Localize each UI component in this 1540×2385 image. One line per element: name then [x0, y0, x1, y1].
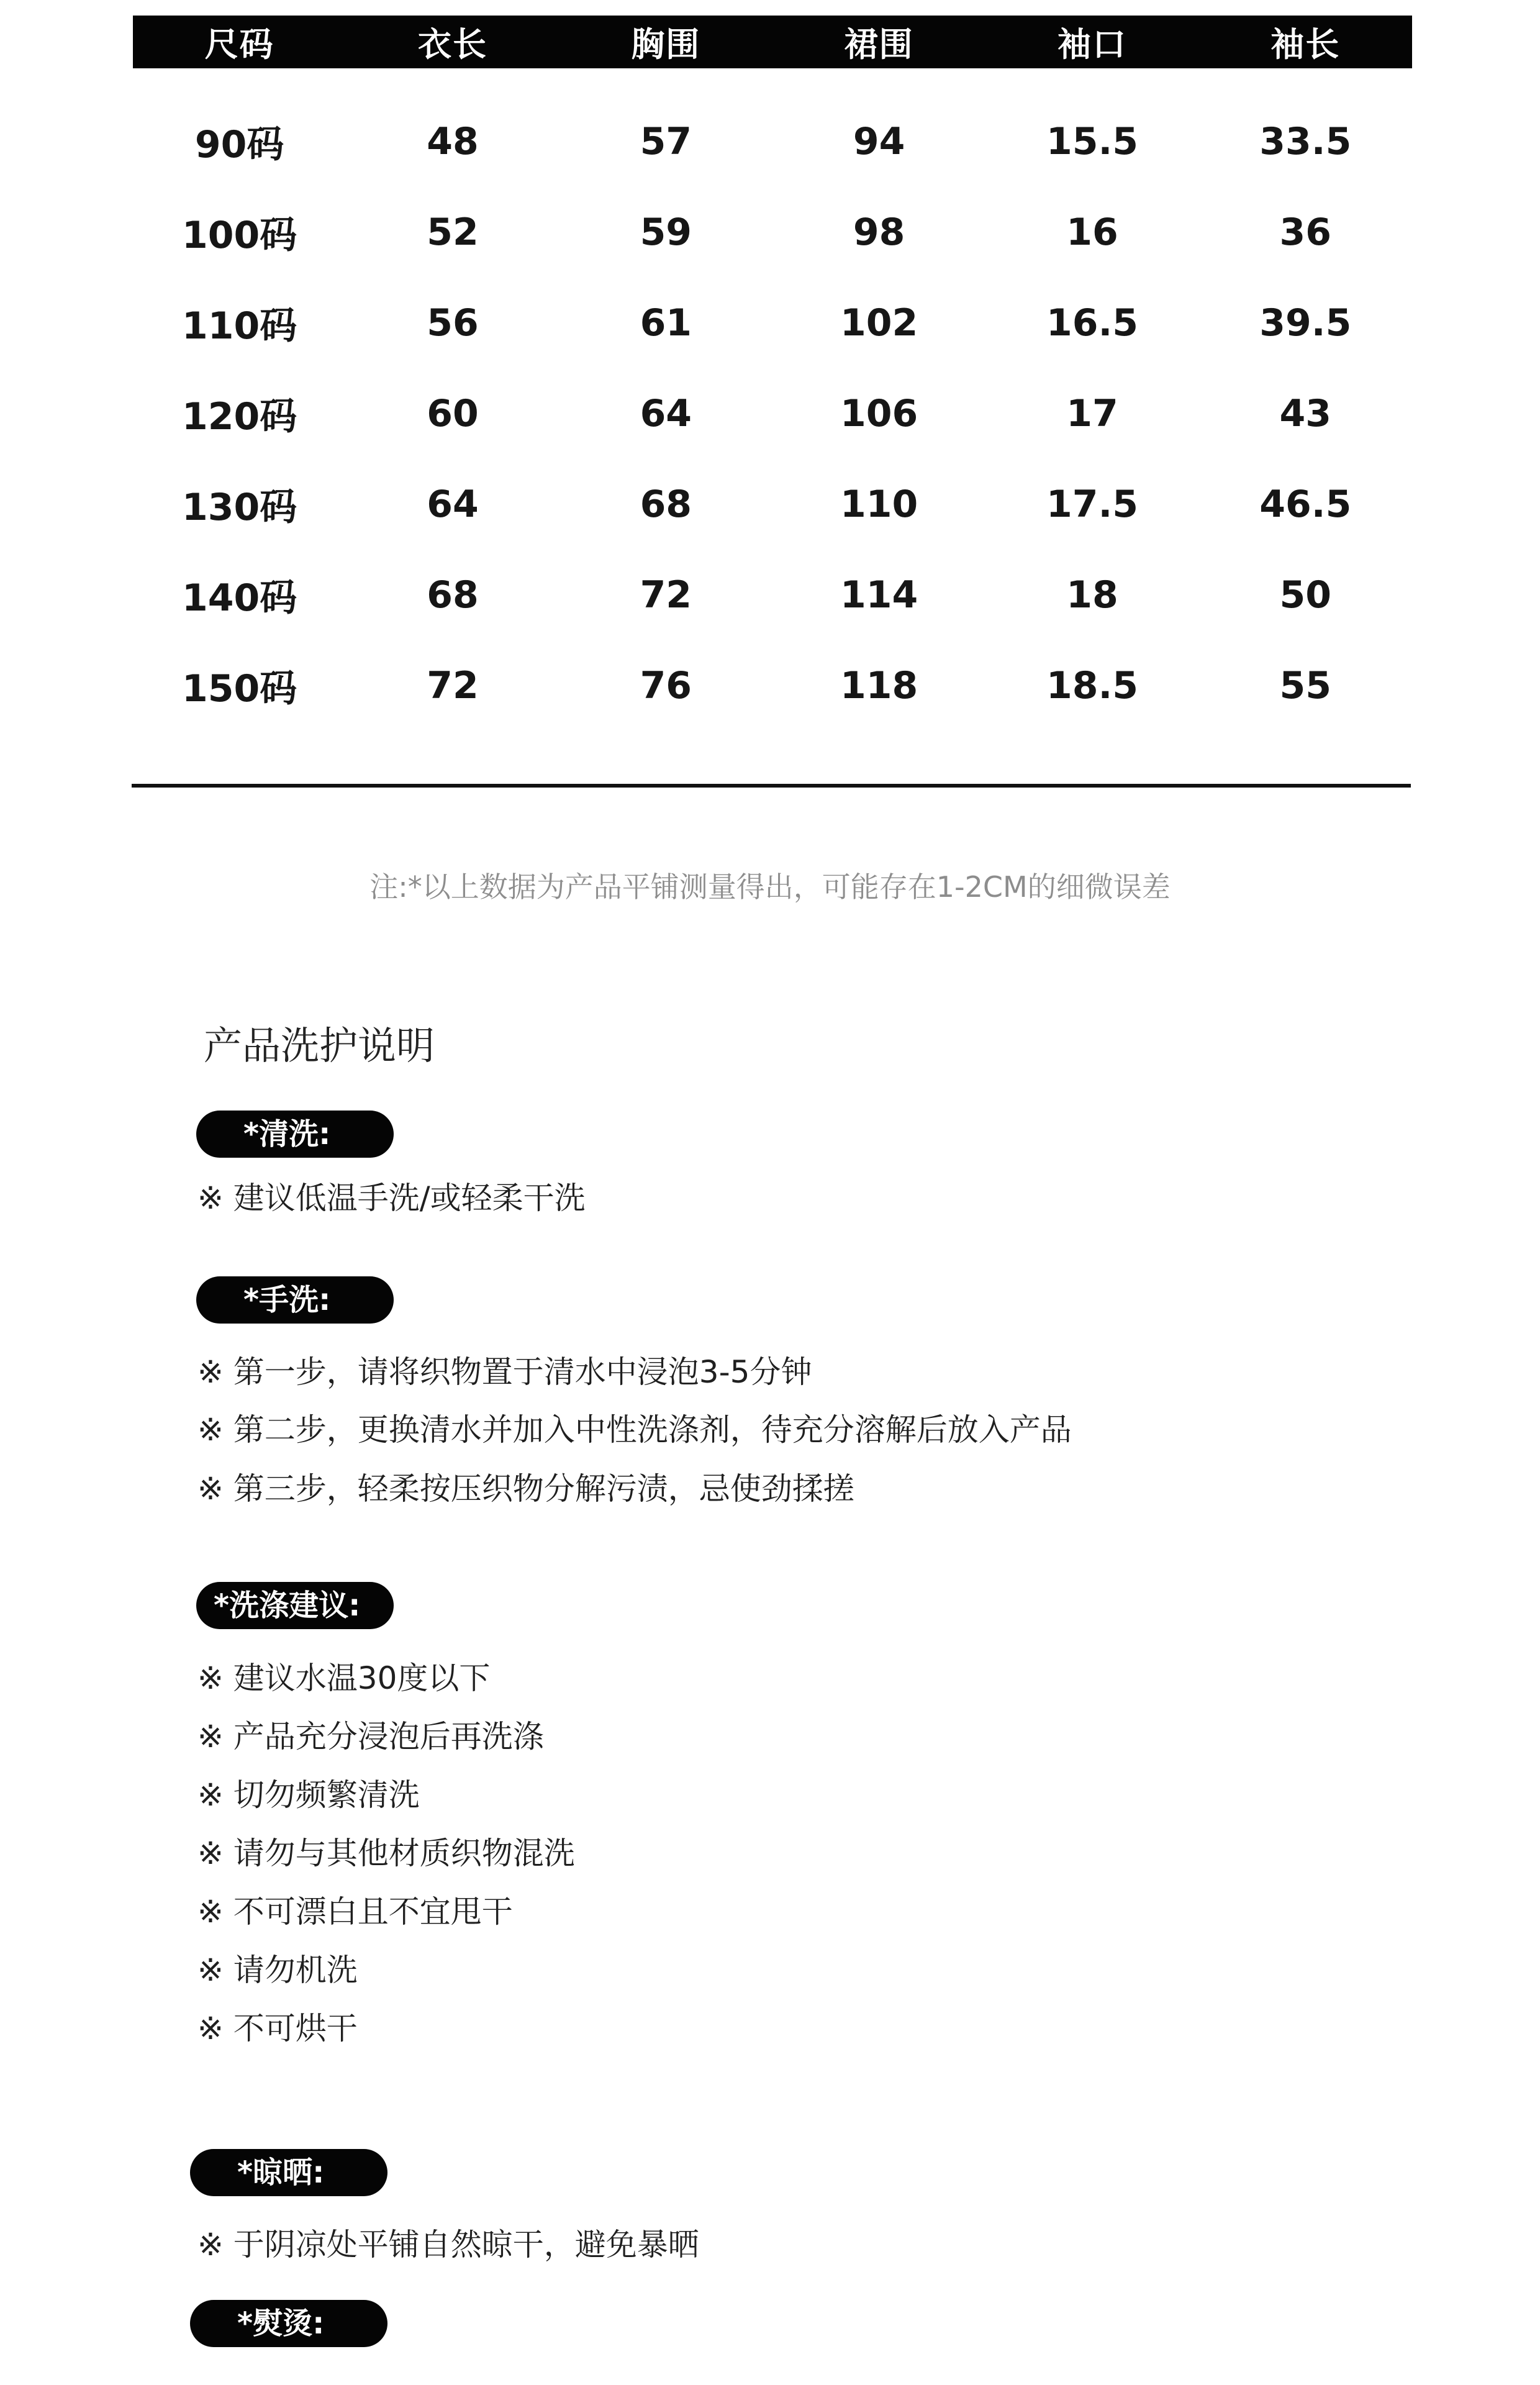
table-body: [133, 68, 1412, 731]
cell-skirt: 94: [853, 120, 905, 163]
cell-skirt: 114: [840, 573, 918, 617]
cell-chest: 64: [640, 392, 692, 435]
care-item: ※ 请勿与其他材质织物混洗: [197, 1835, 575, 1871]
cell-length: 60: [427, 392, 479, 435]
care-item: ※ 于阴凉处平铺自然晾干，避免暴晒: [197, 2227, 699, 2263]
cell-length: 72: [427, 664, 479, 707]
cell-size: 110码: [182, 304, 297, 348]
table-row: [133, 368, 1412, 459]
header-size: 尺码: [204, 25, 274, 64]
cell-size: 120码: [182, 395, 297, 438]
section-label-cleaning: *清洗:: [196, 1111, 394, 1158]
cell-sleeve: 33.5: [1259, 120, 1352, 163]
cell-size: 150码: [182, 667, 297, 711]
cell-cuff: 17: [1066, 392, 1118, 435]
cell-cuff: 16: [1066, 211, 1118, 254]
table-row: [133, 187, 1412, 278]
care-title: 产品洗护说明: [204, 1023, 435, 1068]
cell-cuff: 18: [1066, 573, 1118, 617]
section-label-wash-advice: *洗涤建议:: [196, 1582, 394, 1629]
cell-cuff: 17.5: [1046, 483, 1138, 526]
cell-chest: 61: [640, 301, 692, 345]
cell-sleeve: 46.5: [1259, 483, 1352, 526]
table-row: [133, 550, 1412, 640]
header-cuff: 袖口: [1057, 25, 1127, 64]
care-item: ※ 切勿频繁清洗: [197, 1777, 420, 1813]
care-item: ※ 建议水温30度以下: [197, 1660, 491, 1696]
section-label-ironing: *熨烫:: [190, 2300, 387, 2347]
cell-skirt: 110: [840, 483, 918, 526]
table-header: [133, 16, 1412, 68]
care-item: ※ 第一步，请将织物置于清水中浸泡3-5分钟: [197, 1354, 812, 1390]
cell-sleeve: 55: [1279, 664, 1332, 707]
cell-length: 52: [427, 211, 479, 254]
cell-length: 64: [427, 483, 479, 526]
measurement-note: 注:*以上数据为产品平铺测量得出，可能存在1-2CM的细微误差: [369, 870, 1171, 904]
cell-size: 100码: [182, 214, 297, 257]
cell-cuff: 15.5: [1046, 120, 1138, 163]
table-row: [133, 96, 1412, 187]
care-item: ※ 第三步，轻柔按压织物分解污渍，忌使劲揉搓: [197, 1471, 854, 1507]
header-skirt: 裙围: [844, 25, 914, 64]
section-label-drying: *晾晒:: [190, 2149, 387, 2196]
cell-sleeve: 43: [1279, 392, 1332, 435]
size-table: [133, 16, 1412, 731]
care-item: ※ 不可烘干: [197, 2010, 358, 2047]
cell-length: 48: [427, 120, 479, 163]
table-bottom-divider: [132, 784, 1411, 788]
cell-length: 68: [427, 573, 479, 617]
cell-cuff: 18.5: [1046, 664, 1138, 707]
cell-cuff: 16.5: [1046, 301, 1138, 345]
cell-skirt: 106: [840, 392, 918, 435]
section-label-hand-wash: *手洗:: [196, 1276, 394, 1324]
care-item: ※ 第二步，更换清水并加入中性洗涤剂，待充分溶解后放入产品: [197, 1412, 1072, 1448]
cell-size: 140码: [182, 576, 297, 620]
cell-sleeve: 36: [1279, 211, 1332, 254]
cell-chest: 57: [640, 120, 692, 163]
header-sleeve: 袖长: [1270, 25, 1341, 64]
cell-chest: 59: [640, 211, 692, 254]
table-row: [133, 459, 1412, 550]
care-item: ※ 产品充分浸泡后再洗涤: [197, 1719, 544, 1755]
cell-sleeve: 39.5: [1259, 301, 1352, 345]
care-item: ※ 不可漂白且不宜甩干: [197, 1894, 513, 1930]
cell-sleeve: 50: [1279, 573, 1332, 617]
table-row: [133, 278, 1412, 368]
care-item: ※ 建议低温手洗/或轻柔干洗: [197, 1180, 586, 1216]
cell-size: 130码: [182, 486, 297, 529]
header-length: 衣长: [417, 25, 487, 64]
cell-chest: 76: [640, 664, 692, 707]
header-chest: 胸围: [631, 25, 701, 64]
cell-size: 90码: [194, 123, 284, 166]
cell-length: 56: [427, 301, 479, 345]
table-row: [133, 640, 1412, 731]
cell-skirt: 102: [840, 301, 918, 345]
cell-skirt: 98: [853, 211, 905, 254]
cell-chest: 72: [640, 573, 692, 617]
cell-chest: 68: [640, 483, 692, 526]
care-item: ※ 请勿机洗: [197, 1952, 358, 1988]
cell-skirt: 118: [840, 664, 918, 707]
